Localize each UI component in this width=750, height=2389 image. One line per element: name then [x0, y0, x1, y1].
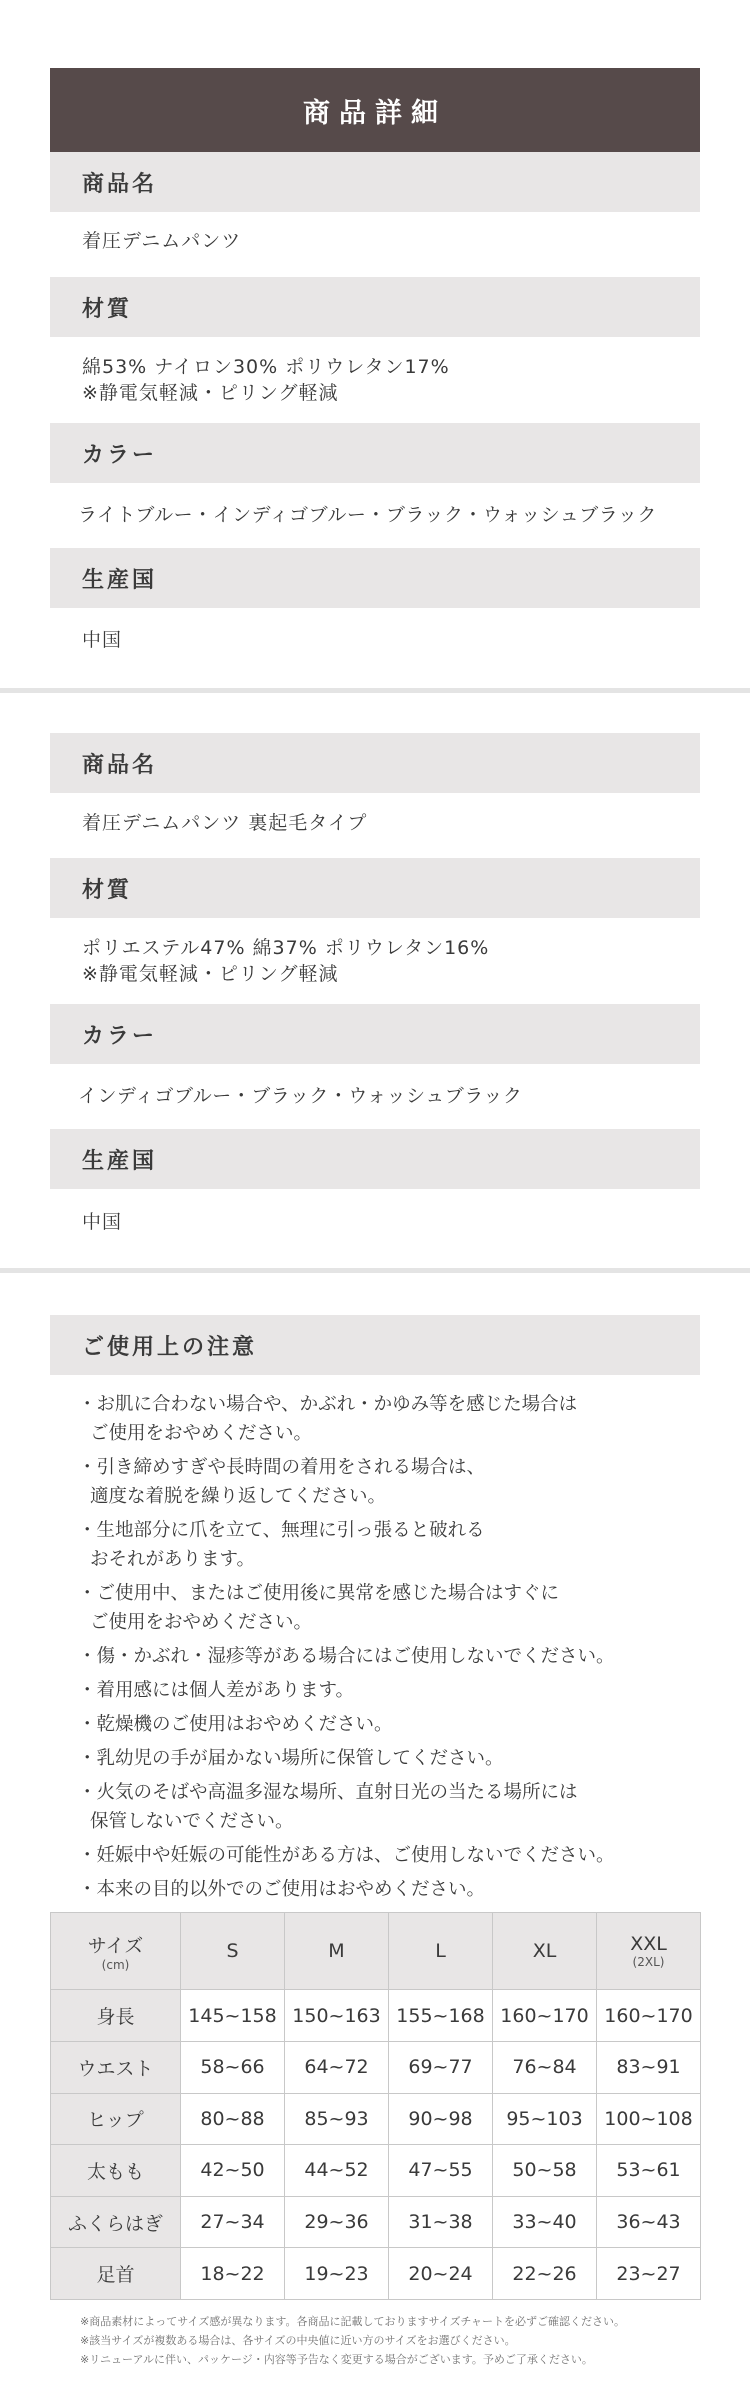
table-row: [51, 2093, 701, 2145]
caution-item: ・本来の目的以外でのご使用はおやめください。: [78, 1879, 486, 1900]
product2-name-label: 商品名: [50, 733, 700, 793]
size-col-xxl: XXL (2XL): [597, 1913, 701, 1990]
product1-origin-value: 中国: [82, 629, 123, 651]
size-col-l: L: [389, 1913, 493, 1990]
product1-name-value: 着圧デニムパンツ: [82, 230, 242, 252]
table-cell: 150~163: [285, 1990, 389, 2042]
table-cell: 95~103: [493, 2093, 597, 2145]
caution-item: ・生地部分に爪を立て、無理に引っ張ると破れる おそれがあります。: [78, 1520, 485, 1570]
table-cell: 23~27: [597, 2248, 701, 2300]
section-divider: [0, 688, 750, 693]
footnotes: [80, 2312, 700, 2369]
table-cell: 50~58: [493, 2145, 597, 2197]
table-cell: 160~170: [493, 1990, 597, 2042]
table-cell: 33~40: [493, 2196, 597, 2248]
footnote: ※リニューアルに伴い、パッケージ・内容等予告なく変更する場合がございます。予めご了承ください。: [80, 2353, 593, 2366]
table-cell: 20~24: [389, 2248, 493, 2300]
table-header-row: [51, 1913, 701, 1990]
caution-item: ・着用感には個人差があります。: [78, 1680, 355, 1701]
footnote: ※商品素材によってサイズ感が異なります。各商品に記載しておりますサイズチャートを必ずご確認ください。: [80, 2315, 626, 2328]
table-cell: 19~23: [285, 2248, 389, 2300]
size-col-m: M: [285, 1913, 389, 1990]
table-cell: 85~93: [285, 2093, 389, 2145]
caution-item: ・ご使用中、またはご使用後に異常を感じた場合はすぐに ご使用をおやめください。: [78, 1583, 560, 1633]
footnote: ※該当サイズが複数ある場合は、各サイズの中央値に近い方のサイズをお選びください。: [80, 2334, 516, 2347]
table-cell: 29~36: [285, 2196, 389, 2248]
product1-color-label: カラー: [50, 423, 700, 483]
size-col-s: S: [181, 1913, 285, 1990]
table-row: [51, 2041, 701, 2093]
caution-item: ・引き締めすぎや長時間の着用をされる場合は、 適度な着脱を繰り返してください。: [78, 1457, 486, 1507]
row-label: ウエスト: [51, 2041, 181, 2093]
table-cell: 69~77: [389, 2041, 493, 2093]
product1-color-value: ライトブルー・インディゴブルー・ブラック・ウォッシュブラック: [78, 504, 657, 526]
table-cell: 64~72: [285, 2041, 389, 2093]
table-cell: 47~55: [389, 2145, 493, 2197]
product1-name-label: 商品名: [50, 152, 700, 212]
table-row: [51, 2145, 701, 2197]
table-cell: 100~108: [597, 2093, 701, 2145]
table-cell: 58~66: [181, 2041, 285, 2093]
caution-item: ・妊娠中や妊娠の可能性がある方は、ご使用しないでください。: [78, 1845, 615, 1866]
row-label: ふくらはぎ: [51, 2196, 181, 2248]
size-corner-cell: サイズ (cm): [51, 1913, 181, 1990]
caution-item: ・お肌に合わない場合や、かぶれ・かゆみ等を感じた場合は ご使用をおやめください。: [78, 1394, 578, 1444]
table-cell: 22~26: [493, 2248, 597, 2300]
table-row: [51, 2196, 701, 2248]
caution-title: ご使用上の注意: [50, 1315, 700, 1375]
table-cell: 27~34: [181, 2196, 285, 2248]
row-label: 太もも: [51, 2145, 181, 2197]
product2-origin-value: 中国: [82, 1211, 123, 1233]
table-cell: 160~170: [597, 1990, 701, 2042]
caution-item: ・乳幼児の手が届かない場所に保管してください。: [78, 1748, 504, 1769]
row-label: ヒップ: [51, 2093, 181, 2145]
table-cell: 31~38: [389, 2196, 493, 2248]
row-label: 足首: [51, 2248, 181, 2300]
caution-item: ・乾燥機のご使用はおやめください。: [78, 1714, 393, 1735]
product2-color-label: カラー: [50, 1004, 700, 1064]
caution-item: ・傷・かぶれ・湿疹等がある場合にはご使用しないでください。: [78, 1646, 615, 1667]
table-cell: 76~84: [493, 2041, 597, 2093]
product2-origin-label: 生産国: [50, 1129, 700, 1189]
table-cell: 80~88: [181, 2093, 285, 2145]
table-cell: 36~43: [597, 2196, 701, 2248]
product2-material-label: 材質: [50, 858, 700, 918]
table-row: [51, 2248, 701, 2300]
product2-color-value: インディゴブルー・ブラック・ウォッシュブラック: [78, 1085, 523, 1107]
product2-name-value: 着圧デニムパンツ 裏起毛タイプ: [82, 812, 368, 834]
section-divider: [0, 1268, 750, 1273]
product2-material-line2: ※静電気軽減・ピリング軽減: [82, 963, 339, 985]
table-cell: 155~168: [389, 1990, 493, 2042]
page-title: 商品詳細: [50, 68, 700, 152]
row-label: 身長: [51, 1990, 181, 2042]
table-cell: 42~50: [181, 2145, 285, 2197]
table-cell: 90~98: [389, 2093, 493, 2145]
product1-material-label: 材質: [50, 277, 700, 337]
product1-material-line2: ※静電気軽減・ピリング軽減: [82, 382, 339, 404]
product2-material-line1: ポリエステル47% 綿37% ポリウレタン16%: [82, 937, 490, 959]
table-cell: 44~52: [285, 2145, 389, 2197]
size-col-xl: XL: [493, 1913, 597, 1990]
table-cell: 53~61: [597, 2145, 701, 2197]
product1-material-line1: 綿53% ナイロン30% ポリウレタン17%: [82, 356, 450, 378]
product1-origin-label: 生産国: [50, 548, 700, 608]
size-table: [50, 1912, 701, 2300]
caution-item: ・火気のそばや高温多湿な場所、直射日光の当たる場所には 保管しないでください。: [78, 1782, 578, 1832]
caution-list: [78, 1390, 698, 1909]
table-cell: 83~91: [597, 2041, 701, 2093]
table-row: [51, 1990, 701, 2042]
table-cell: 145~158: [181, 1990, 285, 2042]
table-cell: 18~22: [181, 2248, 285, 2300]
